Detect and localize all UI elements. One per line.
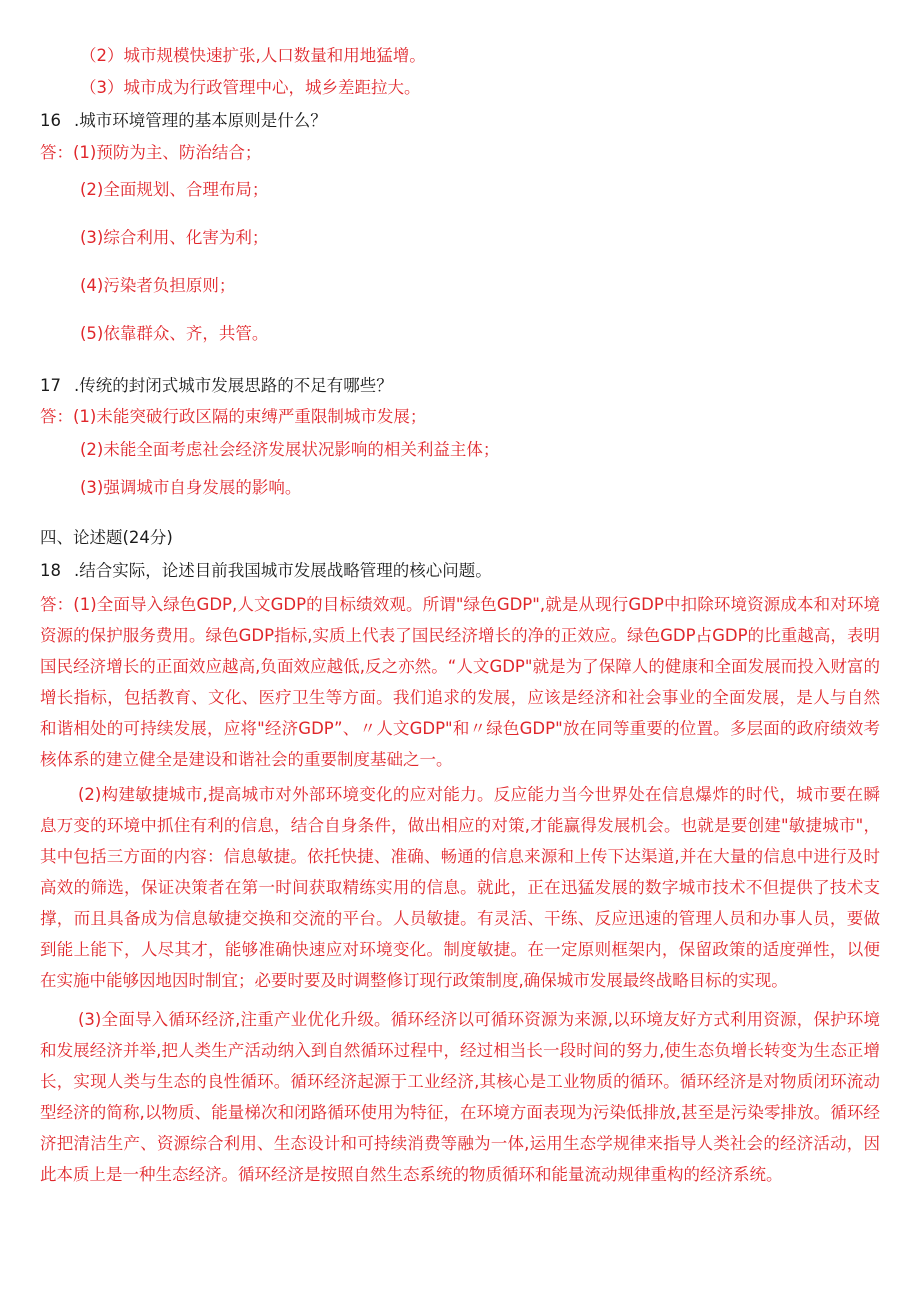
q18-question-text: .结合实际，论述目前我国城市发展战略管理的核心问题。: [74, 561, 492, 580]
q18-answer-paragraph-3: (3)全面导入循环经济,注重产业优化升级。循环经济以可循环资源为来源,以环境友好方式利用资源，保护环境和发展经济并举,把人类生产活动纳入到自然循环过程中，经过相当长一段时间的努力,使生态负增长转变为生态正增长，实现人类与生态的良性循环。循环经济起源于工业经济,其核心是工业物质的循环。循环经济是对物质闭环流动型经济的简称,以物质、能量梯次和闭路循环使用为特征，在环境方面表现为污染低排放,甚至是污染零排放。循环经济把清洁生产、资源综合利用、生态设计和可持续消费等融为一体,运用生态学规律来指导人类社会的经济活动，因此本质上是一种生态经济。循环经济是按照自然生态系统的物质循环和能量流动规律重构的经济系统。: [40, 1010, 880, 1184]
q16-answer-text: (1)预防为主、防治结合；: [73, 143, 262, 162]
section-heading: 四、论述题(24分): [40, 528, 173, 547]
q18-question: [40, 561, 492, 581]
q17-answer-1: [40, 407, 426, 427]
q16-question-text: .城市环境管理的基本原则是什么？: [74, 111, 327, 130]
q15-item-3: （3）城市成为行政管理中心，城乡差距拉大。: [80, 78, 421, 97]
q17-answer-text: (1)未能突破行政区隔的束缚严重限制城市发展；: [73, 407, 427, 426]
q16-answer-4: (4)污染者负担原则；: [80, 276, 236, 295]
q16-number: 16: [40, 111, 61, 130]
q16-answer-prefix: 答：: [40, 143, 73, 162]
q18-answer-paragraph-2: (2)构建敏捷城市,提高城市对外部环境变化的应对能力。反应能力当今世界处在信息爆炸的时代，城市要在瞬息万变的环境中抓住有利的信息，结合自身条件，做出相应的对策,才能赢得发展机会。也就是要创建"敏捷城市"，其中包括三方面的内容：信息敏捷。依托快捷、准确、畅通的信息来源和上传下达渠道,并在大量的信息中进行及时高效的筛选，保证决策者在第一时间获取精练实用的信息。就此，正在迅猛发展的数字城市技术不但提供了技术支撑，而且具备成为信息敏捷交换和交流的平台。人员敏捷。有灵活、干练、反应迅速的管理人员和办事人员，要做到能上能下，人尽其才，能够准确快速应对环境变化。制度敏捷。在一定原则框架内，保留政策的适度弹性，以便在实施中能够因地因时制宜；必要时要及时调整修订现行政策制度,确保城市发展最终战略目标的实现。: [40, 785, 880, 990]
q17-answer-2: (2)未能全面考虑社会经济发展状况影响的相关利益主体；: [80, 440, 500, 459]
q15-item-2: （2）城市规模快速扩张,人口数量和用地猛增。: [80, 46, 426, 65]
q17-answer-3: (3)强调城市自身发展的影响。: [80, 478, 302, 497]
q18-answer-paragraph-1: 答：(1)全面导入绿色GDP,人文GDP的目标绩效观。所谓"绿色GDP",就是从现行GDP中扣除环境资源成本和对环境资源的保护服务费用。绿色GDP指标,实质上代表了国民经济增长的净的正效应。绿色GDP占GDP的比重越高，表明国民经济增长的正面效应越高,负面效应越低,反之亦然。“人文GDP"就是为了保障人的健康和全面发展而投入财富的增长指标，包括教育、文化、医疗卫生等方面。我们追求的发展，应该是经济和社会事业的全面发展，是人与自然和谐相处的可持续发展，应将"经济GDP”、〃人文GDP"和〃绿色GDP"放在同等重要的位置。多层面的政府绩效考核体系的建立健全是建设和谐社会的重要制度基础之一。: [40, 595, 880, 769]
q17-question: [40, 376, 393, 396]
q17-question-text: .传统的封闭式城市发展思路的不足有哪些？: [74, 376, 393, 395]
q16-answer-1: [40, 143, 261, 163]
q16-answer-3: (3)综合利用、化害为利；: [80, 228, 269, 247]
q17-answer-prefix: 答：: [40, 407, 73, 426]
q16-question: [40, 111, 327, 131]
q18-number: 18: [40, 561, 61, 580]
q16-answer-5: (5)依靠群众、齐，共管。: [80, 324, 269, 343]
q17-number: 17: [40, 376, 61, 395]
q16-answer-2: (2)全面规划、合理布局；: [80, 180, 269, 199]
